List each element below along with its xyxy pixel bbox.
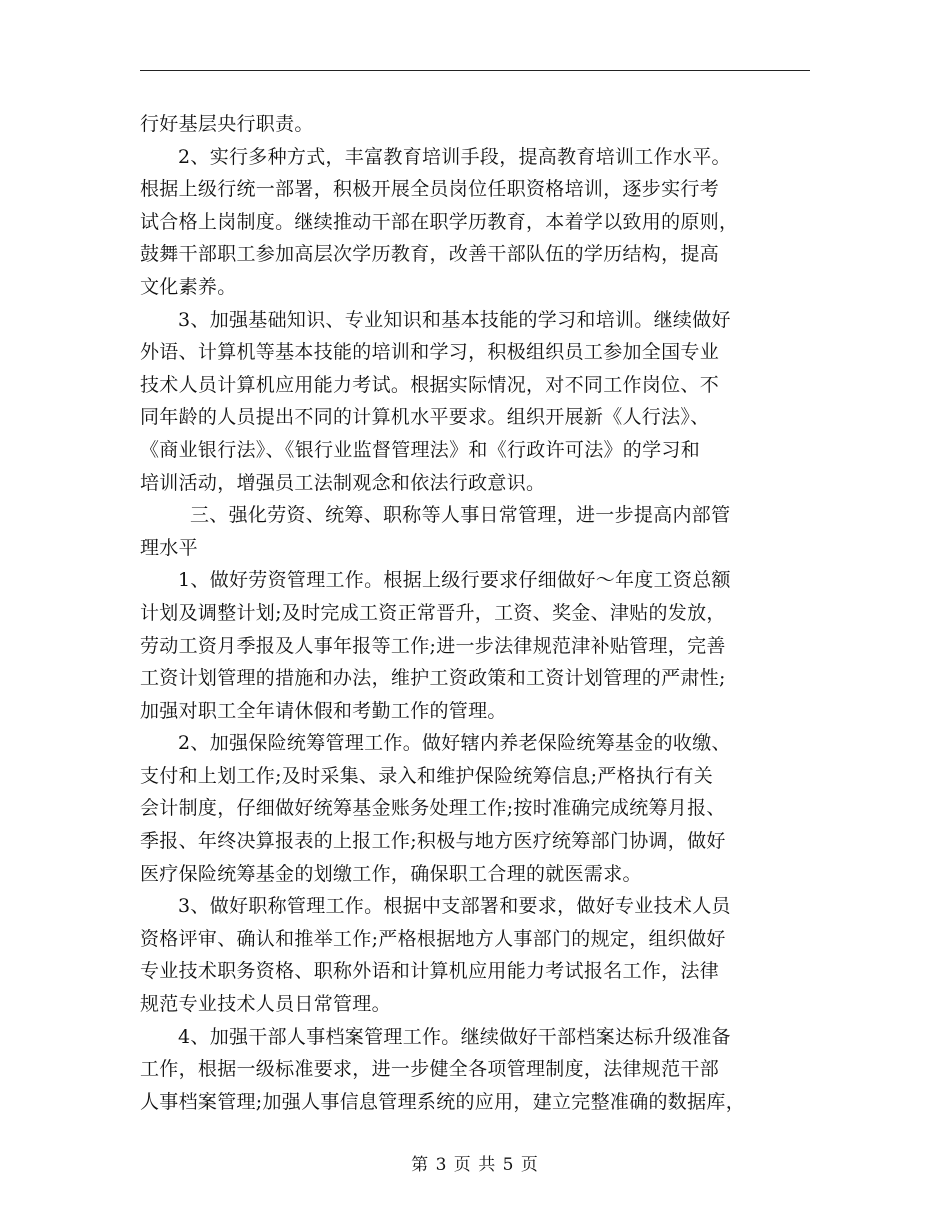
text-line: 人事档案管理;加强人事信息管理系统的应用，建立完整准确的数据库， — [140, 1090, 746, 1113]
text-line: 行好基层央行职责。 — [140, 113, 314, 135]
section-heading-cont: 理水平 — [140, 536, 198, 559]
text-line: 培训活动，增强员工法制观念和依法行政意识。 — [140, 471, 546, 494]
header-rule — [140, 70, 810, 71]
page-number-footer: 第 3 页 共 5 页 — [411, 1155, 539, 1175]
text-line: 外语、计算机等基本技能的培训和学习，积极组织员工参加全国专业 — [140, 341, 720, 364]
text-line: 试合格上岗制度。继续推动干部在职学历教育，本着学以致用的原则， — [140, 210, 739, 233]
text-line: 规范专业技术人员日常管理。 — [140, 993, 391, 1016]
text-line: 3、加强基础知识、专业知识和基本技能的学习和培训。继续做好 — [178, 308, 731, 331]
text-line: 季报、年终决算报表的上报工作;积极与地方医疗统筹部门协调，做好 — [140, 830, 726, 853]
text-line: 会计制度，仔细做好统筹基金账务处理工作;按时准确完成统筹月报、 — [140, 797, 726, 820]
text-line: 劳动工资月季报及人事年报等工作;进一步法律规范津补贴管理，完善 — [140, 634, 726, 657]
body-text — [140, 108, 810, 1118]
section-heading: 三、强化劳资、统筹、职称等人事日常管理，进一步提高内部管 — [190, 504, 731, 527]
text-line: 工资计划管理的措施和办法，维护工资政策和工资计划管理的严肃性; — [140, 667, 726, 690]
text-line: 4、加强干部人事档案管理工作。继续做好干部档案达标升级准备 — [178, 1025, 731, 1048]
text-line: 工作，根据一级标准要求，进一步健全各项管理制度，法律规范干部 — [140, 1058, 720, 1081]
text-line: 技术人员计算机应用能力考试。根据实际情况，对不同工作岗位、不 — [140, 373, 720, 396]
text-line: 文化素养。 — [140, 275, 237, 298]
text-line: 2、加强保险统筹管理工作。做好辖内养老保险统筹基金的收缴、 — [178, 732, 731, 755]
text-line: 资格评审、确认和推举工作;严格根据地方人事部门的规定，组织做好 — [140, 927, 726, 950]
text-line: 医疗保险统筹基金的划缴工作，确保职工合理的就医需求。 — [140, 862, 642, 885]
text-line: 支付和上划工作;及时采集、录入和维护保险统筹信息;严格执行有关 — [140, 764, 714, 787]
text-line: 专业技术职务资格、职称外语和计算机应用能力考试报名工作，法律 — [140, 960, 720, 983]
text-line: 计划及调整计划;及时完成工资正常晋升，工资、奖金、津贴的发放， — [140, 601, 726, 624]
text-line: 加强对职工全年请休假和考勤工作的管理。 — [140, 699, 507, 722]
text-line: 3、做好职称管理工作。根据中支部署和要求，做好专业技术人员 — [178, 895, 731, 918]
text-line: 同年龄的人员提出不同的计算机水平要求。组织开展新《人行法》、 — [140, 406, 710, 429]
text-line: 《商业银行法》、《银行业监督管理法》和《行政许可法》的学习和 — [140, 438, 701, 461]
text-line: 2、实行多种方式，丰富教育培训手段，提高教育培训工作水平。 — [178, 145, 731, 168]
text-line: 鼓舞干部职工参加高层次学历教育，改善干部队伍的学历结构，提高 — [140, 243, 720, 266]
text-line: 1、做好劳资管理工作。根据上级行要求仔细做好～年度工资总额 — [178, 569, 731, 592]
text-line: 根据上级行统一部署，积极开展全员岗位任职资格培训，逐步实行考 — [140, 178, 720, 201]
